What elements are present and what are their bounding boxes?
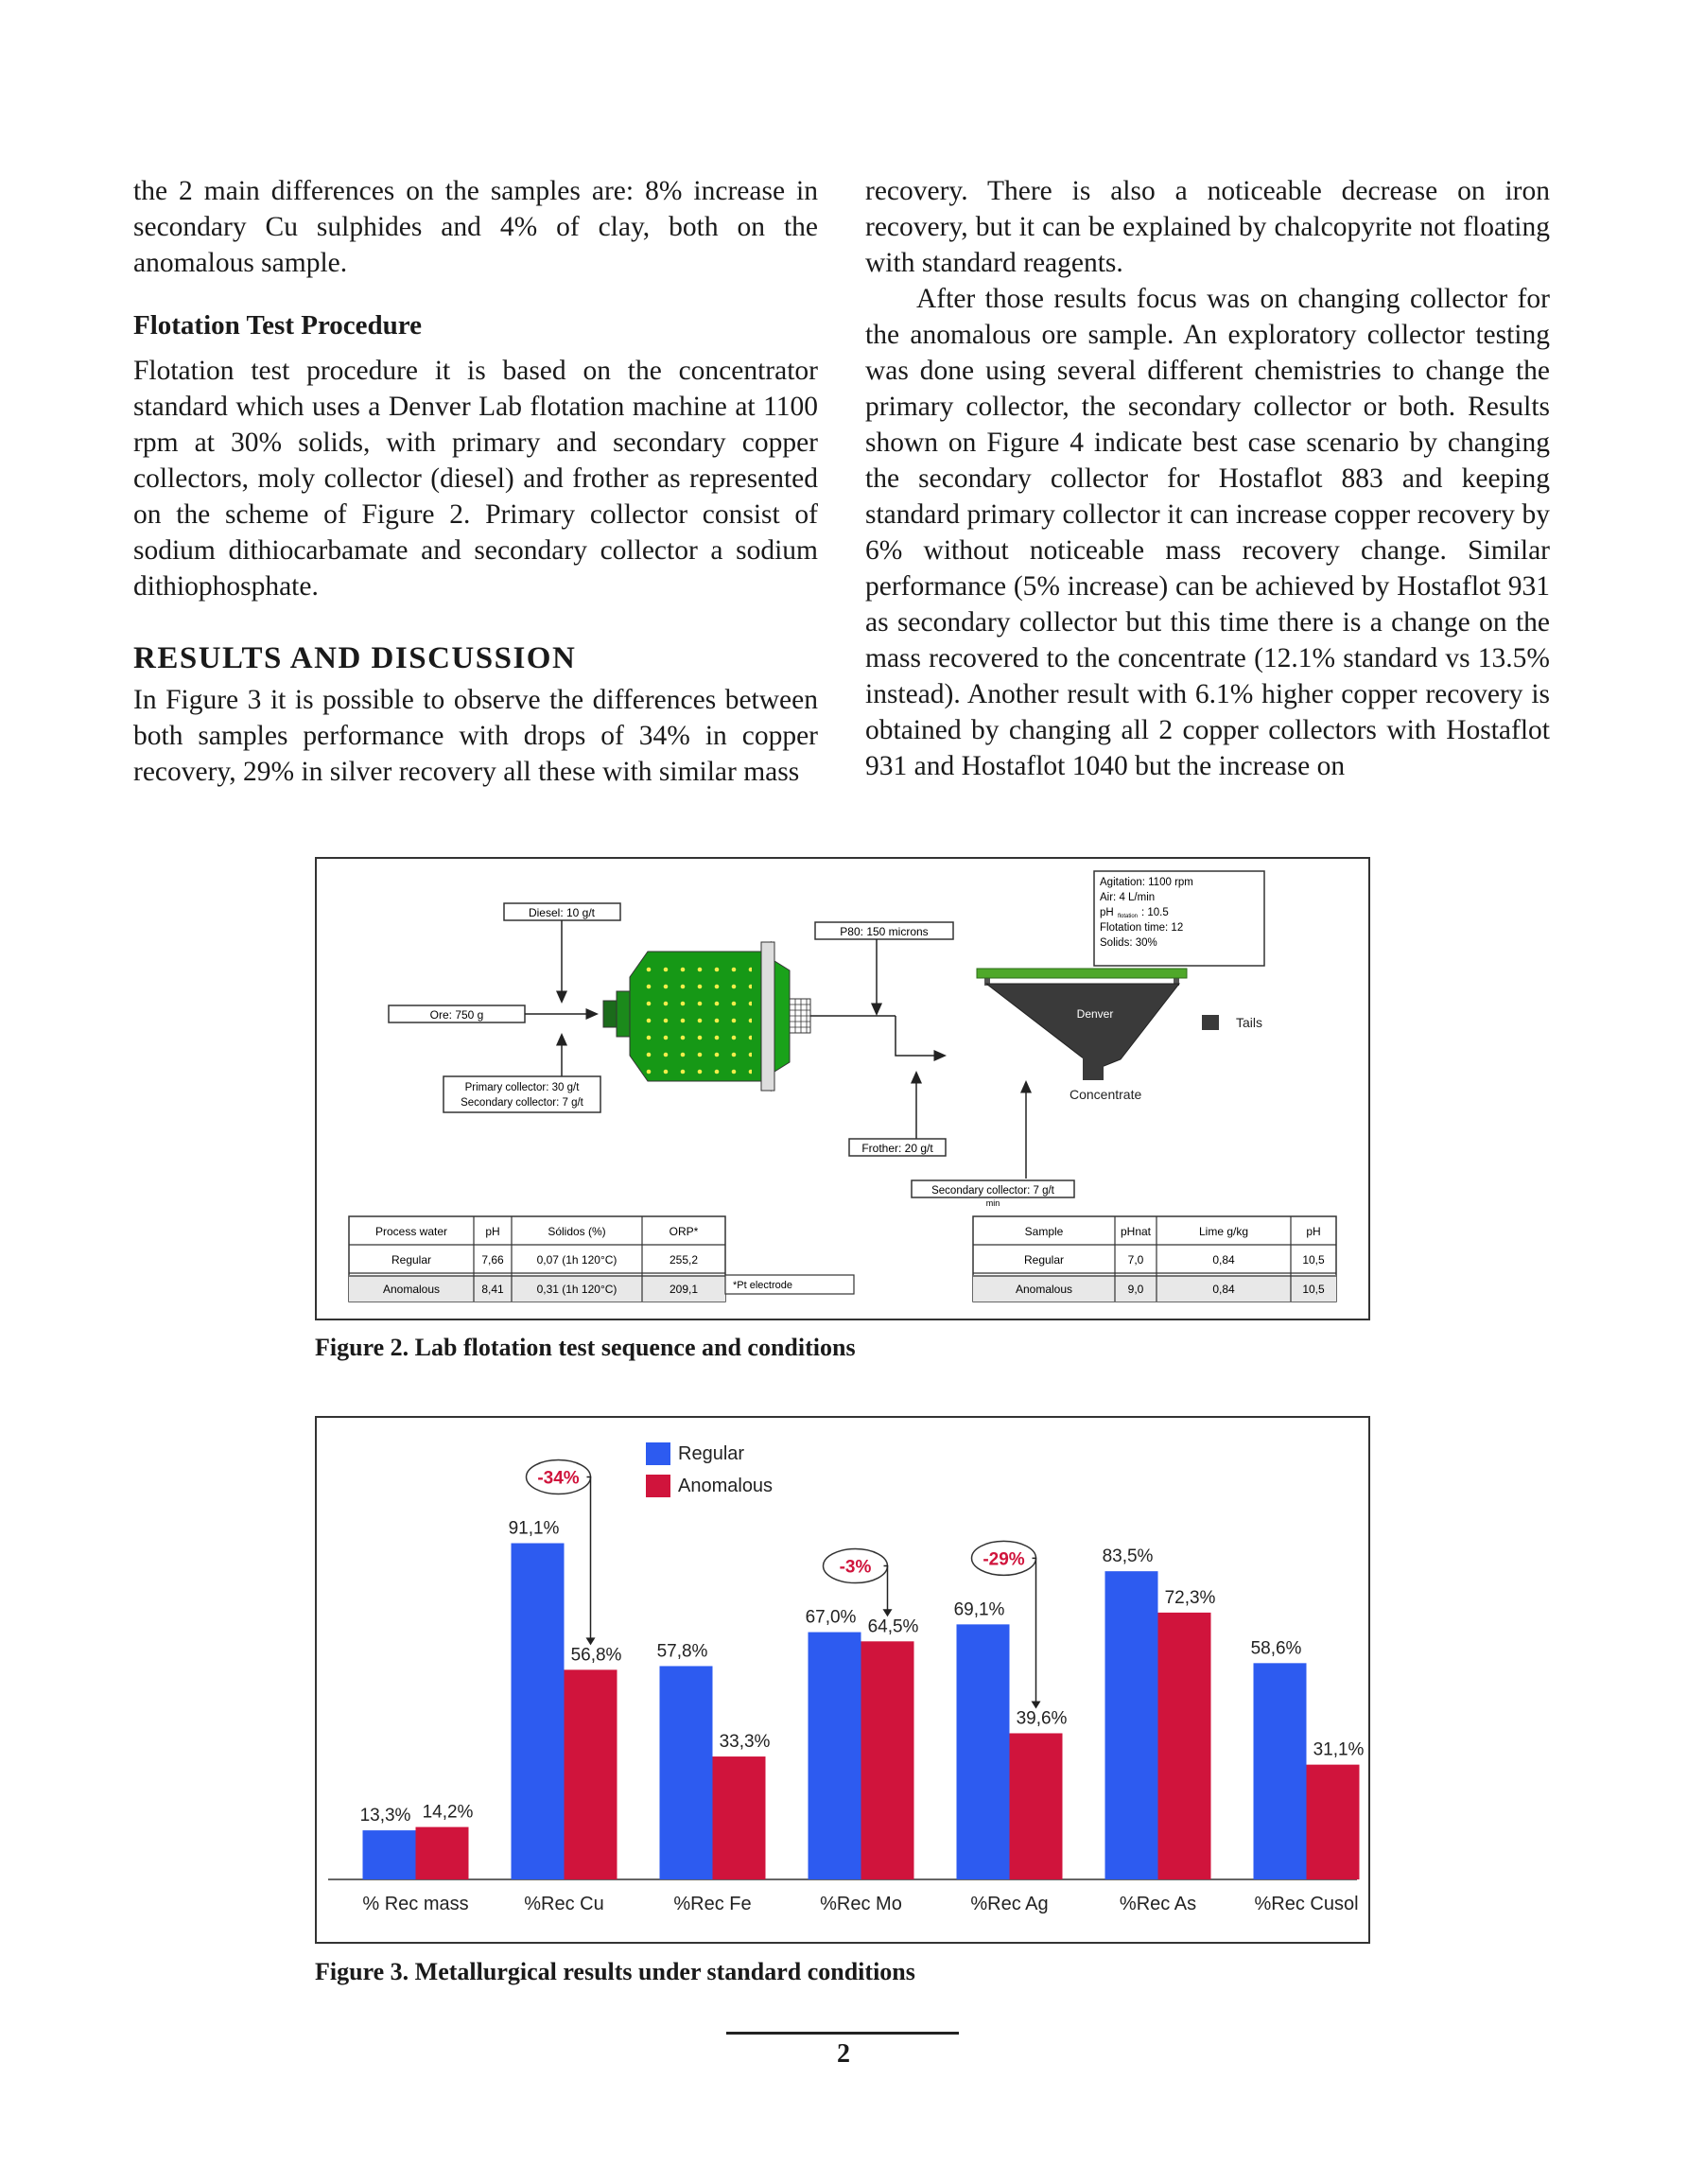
svg-text:min: min xyxy=(985,1198,1000,1208)
svg-text:10,5: 10,5 xyxy=(1302,1283,1325,1296)
data-label: 69,1% xyxy=(953,1599,1005,1620)
svg-text:flotation: flotation xyxy=(1118,914,1139,919)
bar-regular xyxy=(1254,1663,1307,1879)
svg-text:0,07 (1h 120°C): 0,07 (1h 120°C) xyxy=(536,1253,617,1267)
drop-annotation-arrowhead xyxy=(883,1609,893,1616)
legend-label-anomalous: Anomalous xyxy=(678,1476,774,1496)
data-label: 64,5% xyxy=(867,1616,919,1637)
data-label: 91,1% xyxy=(508,1518,560,1539)
svg-text:7,0: 7,0 xyxy=(1127,1253,1144,1267)
sample-table xyxy=(973,1216,1336,1302)
svg-text:10,5: 10,5 xyxy=(1302,1253,1325,1267)
pt-electrode-note xyxy=(725,1275,854,1294)
svg-text:: 10.5: : 10.5 xyxy=(1141,907,1169,918)
ball-mill-icon xyxy=(603,942,810,1091)
svg-text:*Pt electrode: *Pt electrode xyxy=(733,1280,792,1291)
drop-annotation-arrow xyxy=(1033,1558,1036,1703)
ore-label xyxy=(389,1005,525,1022)
bar-anomalous xyxy=(861,1641,914,1879)
conditions-box xyxy=(1094,871,1264,966)
data-label: 33,3% xyxy=(719,1732,771,1753)
svg-text:Flotation time: 12: Flotation time: 12 xyxy=(1100,922,1184,934)
drop-annotation-label: -34% xyxy=(537,1468,580,1489)
heading-flotation-test-procedure: Flotation Test Procedure xyxy=(133,310,423,341)
data-label: 13,3% xyxy=(359,1806,411,1826)
svg-text:Secondary collector: 7 g/t: Secondary collector: 7 g/t xyxy=(461,1097,583,1109)
bar-anomalous xyxy=(1307,1765,1360,1879)
cell-secondary-collector-label xyxy=(912,1180,1074,1208)
x-tick-label: % Rec mass xyxy=(362,1894,469,1914)
svg-text:Tails: Tails xyxy=(1236,1015,1263,1030)
heading-results-and-discussion: RESULTS AND DISCUSSION xyxy=(133,641,577,675)
mill-collectors-label xyxy=(443,1076,600,1112)
legend-label-regular: Regular xyxy=(678,1443,745,1464)
svg-text:9,0: 9,0 xyxy=(1127,1283,1144,1296)
bar-regular xyxy=(957,1624,1010,1879)
data-label: 67,0% xyxy=(805,1607,857,1628)
legend-swatch-regular xyxy=(646,1442,670,1465)
right-paragraph-1: recovery. There is also a noticeable decrease on iron recovery, but it can be explained by chalcopyrite not floating with standard reagents. xyxy=(865,176,1550,278)
bar-regular xyxy=(660,1666,713,1879)
svg-text:pHnat: pHnat xyxy=(1120,1225,1152,1238)
bar-regular xyxy=(363,1830,416,1879)
drop-annotation-arrowhead xyxy=(1032,1701,1041,1708)
svg-text:Regular: Regular xyxy=(1023,1253,1065,1267)
bar-regular xyxy=(1105,1571,1158,1879)
svg-text:0,84: 0,84 xyxy=(1212,1253,1235,1267)
legend-swatch-anomalous xyxy=(646,1475,670,1497)
left-paragraph-3: In Figure 3 it is possible to observe the differences between both samples performance with drops of 34% in copper recovery, 29% in silver recovery all these with similar mass xyxy=(133,685,818,787)
x-tick-label: %Rec Mo xyxy=(820,1894,902,1914)
svg-text:0,84: 0,84 xyxy=(1212,1283,1235,1296)
x-tick-label: %Rec Fe xyxy=(673,1894,752,1914)
left-column xyxy=(133,173,818,790)
svg-text:ORP*: ORP* xyxy=(669,1225,699,1238)
figure-2-flotation-scheme xyxy=(315,857,1370,1320)
data-label: 31,1% xyxy=(1313,1739,1365,1760)
x-tick-label: %Rec Cusol xyxy=(1254,1894,1359,1914)
svg-text:P80: 150 microns: P80: 150 microns xyxy=(840,925,929,938)
svg-text:pH: pH xyxy=(1306,1225,1321,1238)
data-label: 56,8% xyxy=(570,1645,622,1666)
figure-2-caption: Figure 2. Lab flotation test sequence and conditions xyxy=(315,1334,856,1361)
bar-anomalous xyxy=(1158,1613,1211,1879)
svg-text:Frother: 20 g/t: Frother: 20 g/t xyxy=(861,1142,933,1155)
svg-text:Primary collector: 30 g/t: Primary collector: 30 g/t xyxy=(464,1082,580,1093)
svg-text:Solids: 30%: Solids: 30% xyxy=(1100,937,1157,949)
denver-flotation-cell-icon xyxy=(977,969,1262,1102)
left-paragraph-1: the 2 main differences on the samples are: 8% increase in secondary Cu sulphides and 4% of clay, both on the anomalous sample. xyxy=(133,176,818,278)
footer-rule xyxy=(726,2032,959,2035)
svg-text:Process water: Process water xyxy=(374,1225,448,1238)
data-label: 14,2% xyxy=(422,1802,474,1823)
p80-label xyxy=(815,922,953,939)
svg-text:Ore: 750 g: Ore: 750 g xyxy=(429,1008,484,1022)
svg-text:255,2: 255,2 xyxy=(669,1253,699,1267)
left-paragraph-2: Flotation test procedure it is based on the concentrator standard which uses a Denver Lab flotation machine at 1100 rpm at 30% solids, with primary and secondary copper collectors, moly collector (diesel) and frother as represented on the scheme of Figure 2. Primary collector consist of sodium dithiocarbamate and secondary collector a sodium dithiophosphate. xyxy=(133,356,818,602)
x-tick-label: %Rec Ag xyxy=(970,1894,1049,1914)
drop-annotation-arrow xyxy=(587,1477,591,1640)
svg-text:Anomalous: Anomalous xyxy=(382,1283,441,1296)
svg-text:Concentrate: Concentrate xyxy=(1070,1087,1142,1102)
bar-anomalous xyxy=(1010,1733,1063,1879)
drop-annotation-label: -29% xyxy=(983,1549,1025,1570)
figure-3-caption: Figure 3. Metallurgical results under standard conditions xyxy=(315,1958,915,1985)
right-column xyxy=(865,173,1550,784)
bar-anomalous xyxy=(565,1669,617,1879)
svg-text:Sólidos (%): Sólidos (%) xyxy=(548,1225,606,1238)
bar-anomalous xyxy=(713,1756,766,1879)
data-label: 57,8% xyxy=(656,1641,708,1662)
svg-text:Agitation: 1100 rpm: Agitation: 1100 rpm xyxy=(1100,877,1193,888)
data-label: 83,5% xyxy=(1102,1546,1154,1567)
svg-text:Diesel: 10 g/t: Diesel: 10 g/t xyxy=(528,906,596,919)
svg-text:Sample: Sample xyxy=(1024,1225,1064,1238)
bar-anomalous xyxy=(416,1827,469,1879)
data-label: 39,6% xyxy=(1016,1708,1068,1729)
x-tick-label: %Rec As xyxy=(1119,1894,1197,1914)
svg-text:209,1: 209,1 xyxy=(669,1283,699,1296)
svg-text:Air: 4 L/min: Air: 4 L/min xyxy=(1100,892,1156,903)
diesel-label xyxy=(504,903,620,920)
data-label: 58,6% xyxy=(1250,1638,1302,1659)
x-tick-label: %Rec Cu xyxy=(524,1894,604,1914)
drop-annotation-arrowhead xyxy=(586,1637,596,1645)
page-number: 2 xyxy=(837,2039,850,2069)
process-water-table xyxy=(349,1216,725,1302)
svg-text:Regular: Regular xyxy=(391,1253,432,1267)
svg-text:pH: pH xyxy=(485,1225,500,1238)
svg-text:pH: pH xyxy=(1100,907,1114,918)
svg-text:0,31 (1h 120°C): 0,31 (1h 120°C) xyxy=(536,1283,617,1296)
svg-text:8,41: 8,41 xyxy=(481,1283,504,1296)
svg-text:7,66: 7,66 xyxy=(481,1253,504,1267)
svg-text:Denver: Denver xyxy=(1076,1007,1114,1021)
data-label: 72,3% xyxy=(1164,1587,1216,1608)
right-paragraph-2: After those results focus was on changing collector for the anomalous ore sample. An exploratory collector testing was done using several different chemistries to change the primary collector, the secondary collector or both. Results shown on Figure 4 indicate best case scenario by changing the secondary collector for Hostaflot 883 and keeping standard primary collector it can increase copper recovery by 6% without noticeable mass recovery change. Similar performance (5% increase) can be achieved by Hostaflot 931 as secondary collector but this time there is a change on the mass recovered to the concentrate (12.1% standard vs 13.5% instead). Another result with 6.1% higher copper recovery is obtained by changing all 2 copper collectors with Hostaflot 931 and Hostaflot 1040 but the increase on xyxy=(865,284,1550,781)
svg-text:Lime g/kg: Lime g/kg xyxy=(1198,1225,1249,1238)
svg-text:Secondary collector: 7 g/t: Secondary collector: 7 g/t xyxy=(931,1185,1054,1197)
svg-text:Anomalous: Anomalous xyxy=(1015,1283,1073,1296)
bar-regular xyxy=(809,1633,861,1879)
bar-regular xyxy=(512,1544,565,1879)
frother-label xyxy=(849,1139,946,1156)
figure-3-bar-chart xyxy=(315,1416,1370,1944)
drop-annotation-label: -3% xyxy=(839,1557,872,1578)
